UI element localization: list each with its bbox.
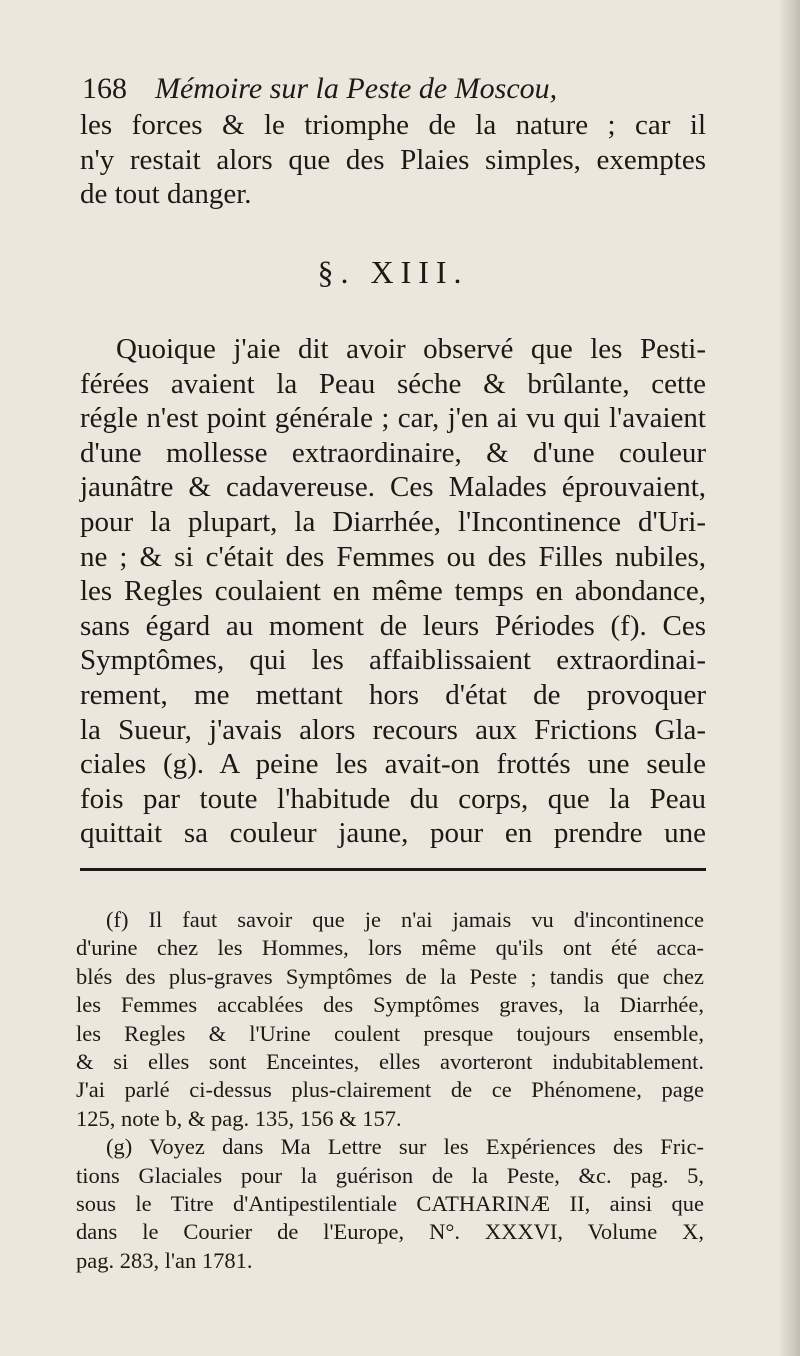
running-header: [82, 68, 602, 110]
text-line: ciales (g). A peine les avait-on frottés une seule: [80, 748, 706, 781]
text-line: les Regles coulaient en même temps en abondance,: [80, 575, 706, 608]
text-line: régle n'est point générale ; car, j'en ai vu qui l'avaient: [80, 402, 706, 435]
text-line: n'y restait alors que des Plaies simples, exemptes: [80, 143, 706, 176]
text-line: férées avaient la Peau séche & brûlante, cette: [80, 367, 706, 400]
footnote-line: & si elles sont Enceintes, elles avorteront indubitablement.: [76, 1049, 704, 1075]
footnote-line: (g) Voyez dans Ma Lettre sur les Expériences des Fric-: [106, 1134, 704, 1160]
paragraph-continued: [80, 108, 706, 212]
text-line: les forces & le triomphe de la nature ; car il: [80, 109, 706, 141]
paragraph-section-xiii: [80, 332, 706, 851]
footnote-line: dans le Courier de l'Europe, N°. XXXVI, Volume X,: [76, 1219, 704, 1245]
text-line: sans égard au moment de leurs Périodes (f). Ces: [80, 609, 706, 642]
footnote-line: tions Glaciales pour la guérison de la Peste, &c. pag. 5,: [76, 1162, 704, 1188]
page-edge-shadow: [778, 0, 800, 1356]
text-line: pour la plupart, la Diarrhée, l'Incontinence d'Uri-: [80, 505, 706, 538]
text-line: ne ; & si c'était des Femmes ou des Filles nubiles,: [80, 540, 706, 573]
footnote-line: (f) Il faut savoir que je n'ai jamais vu d'incontinence: [106, 907, 704, 932]
running-title: Mémoire sur la Peste de Moscou,: [155, 72, 558, 105]
text-line: Quoique j'aie dit avoir observé que les Pesti-: [116, 333, 706, 365]
footnote-line: les Femmes accablées des Symptômes graves, la Diarrhée,: [76, 992, 704, 1018]
text-line: jaunâtre & cadavereuse. Ces Malades éprouvaient,: [80, 471, 706, 504]
text-line: fois par toute l'habitude du corps, que la Peau: [80, 782, 706, 815]
text-line: de tout danger.: [80, 178, 252, 211]
page-number: 168: [82, 72, 127, 105]
footnote-line: pag. 283, l'an 1781.: [76, 1247, 253, 1273]
text-line: la Sueur, j'avais alors recours aux Frictions Gla-: [80, 713, 706, 746]
footnote-line: blés des plus-graves Symptômes de la Peste ; tandis que chez: [76, 963, 704, 989]
footnote-line: les Regles & l'Urine coulent presque toujours ensemble,: [76, 1020, 704, 1046]
text-line: Symptômes, qui les affaiblissaient extraordinai-: [80, 644, 706, 677]
footnote-line: d'urine chez les Hommes, lors même qu'ils ont été acca-: [76, 935, 704, 961]
footnote-divider: [80, 868, 706, 871]
text-line: d'une mollesse extraordinaire, & d'une couleur: [80, 436, 706, 469]
text-line: rement, me mettant hors d'état de provoquer: [80, 678, 706, 711]
section-heading: §. XIII.: [317, 254, 469, 290]
footnotes: [76, 906, 704, 1275]
footnote-line: sous le Titre d'Antipestilentiale CATHARINÆ II, ainsi que: [76, 1191, 704, 1217]
text-line: quittait sa couleur jaune, pour en prendre une: [80, 817, 706, 850]
footnote-line: 125, note b, & pag. 135, 156 & 157.: [76, 1105, 402, 1131]
footnote-line: J'ai parlé ci-dessus plus-clairement de ce Phénomene, page: [76, 1077, 704, 1103]
